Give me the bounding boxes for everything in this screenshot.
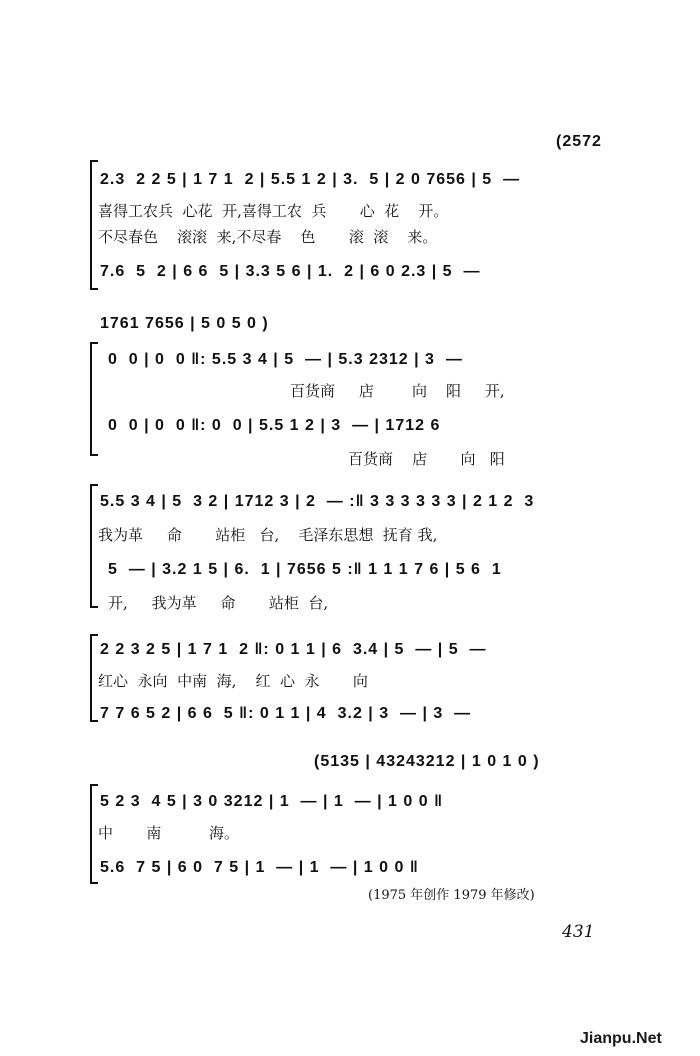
system-3-lyric-2: 开, 我为革 命 站柜 台, [108, 594, 329, 612]
system-2-interlude: 1761 7656 | 5 0 5 0 ) [100, 315, 269, 332]
system-1-lyric-1: 喜得工农兵 心花 开,喜得工农 兵 心 花 开。 [98, 202, 449, 220]
system-3-lyric-1: 我为革 命 站柜 台, 毛泽东思想 抚育 我, [98, 526, 438, 544]
system-1-lower-notes: 7.6 5 2 | 6 6 5 | 3.3 5 6 | 1. 2 | 6 0 2.3 | 5 — [100, 263, 481, 280]
system-3-brace [90, 484, 98, 608]
system-2-lyric-1: 百货商 店 向 阳 开, [290, 382, 505, 400]
system-5-lower-notes: 5.6 7 5 | 6 0 7 5 | 1 — | 1 — | 1 0 0 ‖ [100, 859, 419, 876]
page-number: 431 [562, 922, 595, 942]
system-4-brace [90, 634, 98, 722]
system-4-lyric-1: 红心 永向 中南 海, 红 心 永 向 [98, 672, 368, 690]
watermark-logo: Jianpu.Net [580, 1030, 662, 1047]
system-4-upper-notes: 2 2 3 2 5 | 1 7 1 2 ‖: 0 1 1 | 6 3.4 | 5 — | 5 — [100, 641, 487, 658]
system-1-brace [90, 160, 98, 290]
system-2-upper-notes: 0 0 | 0 0 ‖: 5.5 3 4 | 5 — | 5.3 2312 | 3 — [108, 351, 463, 368]
system-3-upper-notes: 5.5 3 4 | 5 3 2 | 1712 3 | 2 — :‖ 3 3 3 3 3 3 | 2 1 2 3 [100, 493, 535, 510]
system-2-lower-notes: 0 0 | 0 0 ‖: 0 0 | 5.5 1 2 | 3 — | 1712 6 [108, 417, 441, 434]
system-5-upper-notes: 5 2 3 4 5 | 3 0 3212 | 1 — | 1 — | 1 0 0 ‖ [100, 793, 444, 810]
system-3-lower-notes: 5 — | 3.2 1 5 | 6. 1 | 7656 5 :‖ 1 1 1 7 6 | 5 6 1 [108, 561, 502, 578]
system-2-brace [90, 342, 98, 456]
composition-date-note: (1975 年创作 1979 年修改) [368, 888, 535, 903]
system-5-brace [90, 784, 98, 884]
system-2-lyric-2: 百货商 店 向 阳 [348, 450, 505, 468]
system-4-lower-notes: 7 7 6 5 2 | 6 6 5 ‖: 0 1 1 | 4 3.2 | 3 — | 3 — [100, 705, 472, 722]
system-5-interlude: (5135 | 43243212 | 1 0 1 0 ) [314, 753, 540, 770]
system-1-lyric-2: 不尽春色 滚滚 来,不尽春 色 滚 滚 来。 [98, 228, 438, 246]
intro-notes-top: (2572 [556, 133, 602, 150]
system-5-lyric-1: 中 南 海。 [98, 824, 240, 842]
system-1-upper-notes: 2.3 2 2 5 | 1 7 1 2 | 5.5 1 2 | 3. 5 | 2 0 7656 | 5 — [100, 171, 521, 188]
